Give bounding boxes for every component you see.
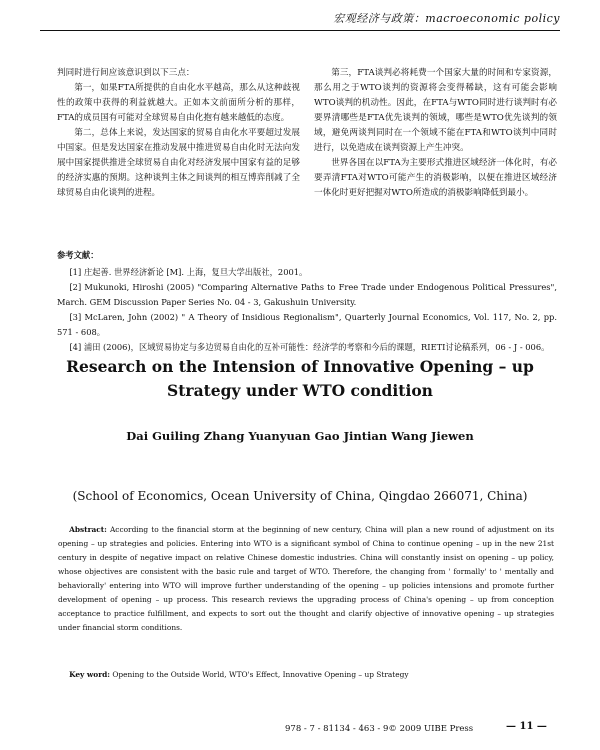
abstract-paragraph <box>58 523 554 635</box>
keywords-label: Key word: <box>69 670 111 679</box>
title-line-1: Research on the Intension of Innovative Opening – up <box>66 357 534 376</box>
running-header <box>40 10 560 32</box>
paper-title <box>40 355 560 403</box>
left-column <box>57 66 300 201</box>
right-paragraph: 世界各国在以FTA为主要形式推进区域经济一体化时，有必要弄清FTA对WTO可能产生的消极影响，以便在推进区域经济一体化时更好把握对WTO所造成的消极影响降低到最小。 <box>314 158 557 198</box>
authors: Dai Guiling Zhang Yuanyuan Gao Jintian Wang Jiewen <box>126 429 474 443</box>
reference-item: [2] Mukunoki, Hiroshi (2005) "Comparing Alternative Paths to Free Trade under Endogenous Political Pressures", March. GEM Discussion Paper Series No. 04 - 3, Gakushuin University. <box>57 282 557 307</box>
left-paragraph: 第二，总体上来说，发达国家的贸易自由化水平要超过发展中国家。但是发达国家在推动发展中推进贸易自由化时无法向发展中国家提供推进全球贸易自由化对经济发展中国家有益的足够的经济实惠的预期。这种谈判主体之间谈判的相互博弈削减了全球贸易自由化谈判的进程。 <box>57 128 300 198</box>
right-column <box>314 66 557 201</box>
keywords-text: Opening to the Outside World, WTO's Effect, Innovative Opening – up Strategy <box>110 670 409 679</box>
header-rule <box>40 30 560 31</box>
title-line-2: Strategy under WTO condition <box>167 381 433 400</box>
references <box>57 248 557 355</box>
journal-section-title: 宏观经济与政策：macroeconomic policy <box>333 12 560 25</box>
affiliation: (School of Economics, Ocean University of China, Qingdao 266071, China) <box>72 489 528 503</box>
footer-isbn: 978 - 7 - 81134 - 463 - 9© 2009 UIBE Press <box>285 724 474 734</box>
page-number: — 11 — <box>506 721 547 732</box>
reference-item: [4] 浦田 (2006)，区域贸易协定与多边贸易自由化的互补可能性：经济学的考察和今后的课题，RIETI讨论稿系列，06 - J - 006。 <box>69 342 550 352</box>
reference-item: [1] 庄起善. 世界经济新论 [M]. 上海，复旦大学出版社，2001。 <box>69 267 308 277</box>
left-paragraph: 第一，如果FTA所提供的自由化水平越高，那么从这种歧视性的政策中获得的利益就越大。正如本文前面所分析的那样，FTA的成员国有可能对全球贸易自由化抱有越来越低的态度。 <box>57 83 300 123</box>
right-paragraph: 第三，FTA谈判必将耗费一个国家大量的时间和专家资源，那么用之于WTO谈判的资源将会变得稀缺，这有可能会影响WTO谈判的机动性。因此，在FTA与WTO同时进行谈判时有必要界清哪些是FTA优先谈判的领域，哪些是WTO优先谈判的领域，避免两谈判同时在一个领域不能在FTA和WTO谈判中同时进行，以免造成在谈判资源上产生冲突。 <box>314 68 557 153</box>
abstract <box>58 523 554 635</box>
left-paragraph: 判同时进行间应该意识到以下三点： <box>57 68 195 78</box>
abstract-text: According to the financial storm at the beginning of new century, China will plan a new round of adjustment on its opening – up strategies and policies. Entering into WTO is a significant symbol of China to continue opening – up in the new 21st century in despite of negative impact on relative Chinese domestic industries. China will constantly insist on opening – up policy, whose objectives are consistent with the basic rule and target of WTO. Therefore, the changing from ' formally' to ' mentally and behaviorally' entering into WTO will improve further understanding of the opening – up policies intensions and promote further development of opening – up process. This research reviews the upgrading process of China's opening – up from conception acceptance to practice fulfillment, and expects to sort out the thought and clarify objective of innovative opening – up strategies under financial storm conditions. <box>58 525 554 632</box>
body-columns <box>57 66 557 236</box>
reference-item: [3] McLaren, John (2002) " A Theory of Insidious Regionalism", Quarterly Journal Economics, Vol. 117, No. 2, pp. 571 - 608。 <box>57 312 557 337</box>
references-heading: 参考文献： <box>57 250 99 260</box>
abstract-label: Abstract: <box>69 525 107 534</box>
keywords <box>58 668 554 682</box>
